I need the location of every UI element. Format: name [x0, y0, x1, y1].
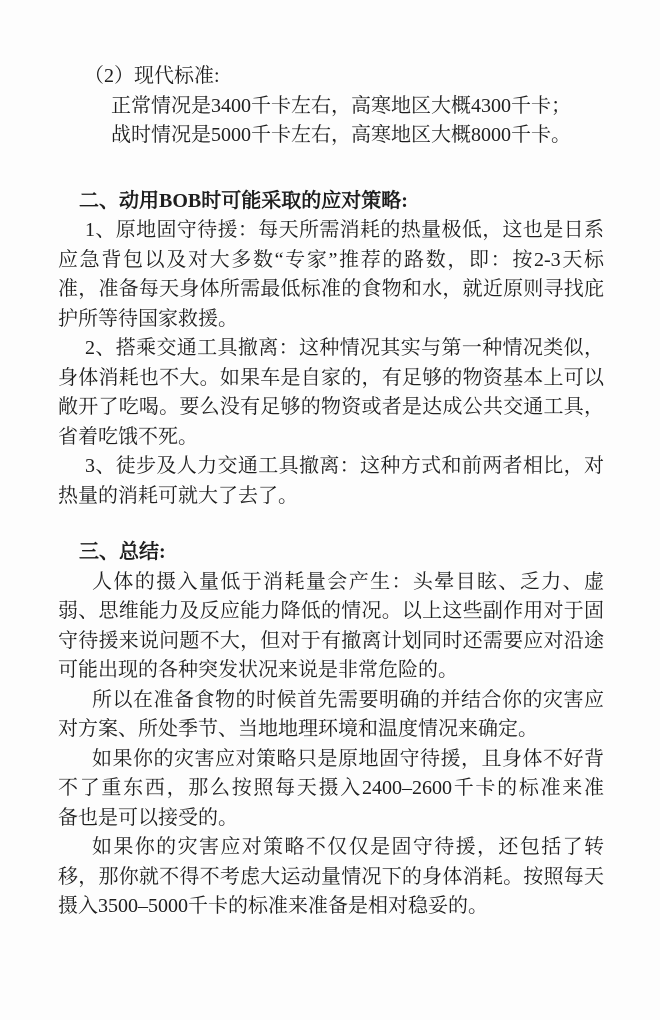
text-line: 所以在准备食物的时候首先需要明确的并结合你的灾害应 [92, 688, 604, 711]
subitem-2-modern-standard-heading [58, 62, 604, 92]
text-line: 战时情况是5000千卡左右，高寒地区大概8000千卡。 [111, 124, 571, 146]
summary-food-planning-paragraph [58, 686, 604, 745]
text-line: 护所等待国家救援。 [58, 307, 238, 330]
document-content [58, 62, 604, 922]
summary-relocation-standard-paragraph [58, 833, 604, 922]
text-line: 省着吃饿不死。 [58, 425, 198, 448]
normal-calories-line [58, 92, 604, 122]
summary-stay-put-standard-paragraph [58, 745, 604, 834]
text-line: 应急背包以及对大多数“专家”推荐的路数，即：按2-3天标 [58, 248, 604, 271]
text-line: 摄入3500–5000千卡的标准来准备是相对稳妥的。 [58, 895, 488, 917]
text-line: 不了重东西，那么按照每天摄入2400–2600千卡的标准来准 [58, 777, 604, 799]
text-line: 3、徒步及人力交通工具撤离：这种方式和前两者相比，对 [85, 455, 604, 477]
text-line: 人体的摄入量低于消耗量会产生：头晕目眩、乏力、虚 [92, 570, 604, 593]
text-line: 备也是可以接受的。 [58, 806, 238, 829]
wartime-calories-line [58, 121, 604, 151]
section-two-heading [58, 187, 604, 217]
text-line: 身体消耗也不大。如果车是自家的，有足够的物资基本上可以 [58, 366, 604, 389]
section-gap [58, 151, 604, 187]
text-line: 正常情况是3400千卡左右，高寒地区大概4300千卡； [111, 94, 571, 117]
text-line: （2）现代标准: [84, 65, 220, 87]
text-line: 敞开了吃喝。要么没有足够的物资或者是达成公共交通工具， [58, 396, 604, 418]
section-three-heading [58, 538, 604, 568]
text-line: 可能出现的各种突发状况来说是非常危险的。 [58, 659, 458, 681]
text-line: 移，那你就不得不考虑大运动量情况下的身体消耗。按照每天 [58, 865, 604, 888]
text-line: 热量的消耗可就大了去了。 [58, 484, 298, 507]
section-gap [58, 511, 604, 538]
text-line: 三、总结: [79, 541, 166, 563]
text-line: 如果你的灾害应对策略只是原地固守待援，且身体不好背 [92, 747, 604, 770]
strategy-1-stay-put-paragraph [58, 216, 604, 334]
summary-side-effects-paragraph [58, 568, 604, 686]
strategy-3-on-foot-evacuation-paragraph [58, 452, 604, 511]
strategy-2-vehicle-evacuation-paragraph [58, 334, 604, 452]
text-line: 二、动用BOB时可能采取的应对策略: [79, 189, 408, 212]
text-line: 对方案、所处季节、当地地理环境和温度情况来确定。 [58, 718, 538, 740]
text-line: 1、原地固守待援：每天所需消耗的热量极低，这也是日系 [85, 219, 604, 241]
text-line: 2、搭乘交通工具撤离：这种情况其实与第一种情况类似， [85, 337, 604, 359]
text-line: 如果你的灾害应对策略不仅仅是固守待援，还包括了转 [92, 836, 604, 858]
text-line: 弱、思维能力及反应能力降低的情况。以上这些副作用对于固 [58, 600, 604, 622]
text-line: 守待援来说问题不大，但对于有撤离计划同时还需要应对沿途 [58, 629, 604, 652]
text-line: 准，准备每天身体所需最低标准的食物和水，就近原则寻找庇 [58, 278, 604, 300]
